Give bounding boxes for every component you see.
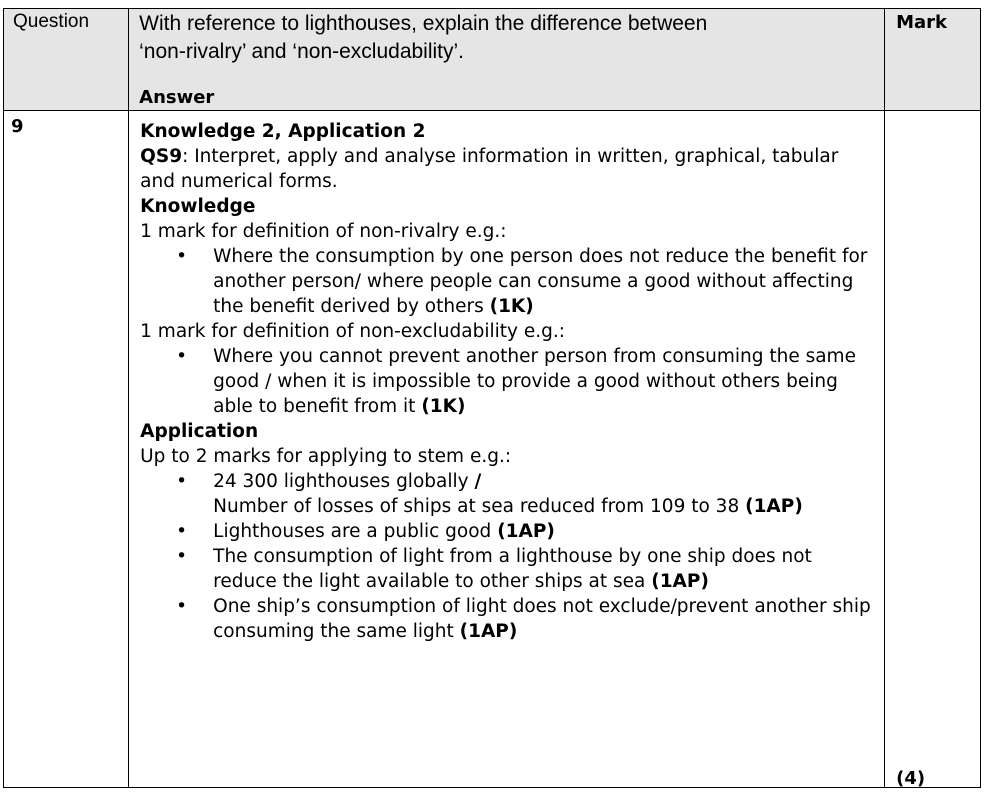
list-item [140, 344, 872, 419]
bullet-text: Number of losses of ships at sea reduced from 109 to 38 [213, 496, 746, 517]
mark-tag: (1AP) [497, 521, 555, 542]
list-item [140, 519, 872, 544]
bullet-text: Where the consumption by one person does not reduce the benefit for another person/ where people can consume a good without affecting the benefit derived by others [213, 246, 868, 317]
answer-cell [129, 111, 885, 788]
list-item [140, 544, 872, 594]
ka-heading: Knowledge 2, Application 2 [140, 121, 426, 142]
stem-line-2: ‘non-rivalry’ and ‘non-excludability’. [139, 40, 465, 63]
mark-tag: (1AP) [651, 571, 709, 592]
bullet-text: Lighthouses are a public good [213, 521, 498, 542]
knowledge-list-1 [140, 244, 872, 319]
bullet-text: Where you cannot prevent another person from consuming the same good / when it is impossible to provide a good without others being able to benefit from it [213, 346, 856, 417]
knowledge-intro-1: 1 mark for definition of non-rivalry e.g.: [140, 221, 507, 242]
stem-line-1: With reference to lighthouses, explain the difference between [139, 12, 708, 35]
mark-tag: (1K) [421, 396, 466, 417]
header-row [4, 9, 981, 111]
knowledge-intro-2: 1 mark for definition of non-excludability e.g.: [140, 321, 565, 342]
mark-header-cell [885, 9, 981, 111]
bullet-text: The consumption of light from a lighthouse by one ship does not reduce the light available to other ships at sea [213, 546, 812, 592]
question-column-label: Question [13, 11, 90, 32]
mark-tag: (1AP) [459, 621, 518, 642]
mark-scheme-table [3, 8, 981, 788]
mark-tag: (1K) [489, 296, 534, 317]
mark-cell [885, 111, 981, 788]
question-number-cell [4, 111, 129, 788]
question-header-cell [4, 9, 129, 111]
bullet-text: One ship’s consumption of light does not exclude/prevent another ship consuming the same light [213, 596, 871, 642]
total-mark: (4) [896, 768, 926, 789]
list-item [140, 244, 872, 319]
list-item [140, 469, 872, 519]
application-list [140, 469, 872, 644]
mark-tag: (1AP) [745, 496, 803, 517]
question-number: 9 [11, 116, 24, 137]
qs-code: QS9 [140, 146, 183, 167]
knowledge-list-2 [140, 344, 872, 419]
stem-header-cell [129, 9, 885, 111]
list-item [140, 594, 872, 644]
bullet-text: 24 300 lighthouses globally [213, 471, 475, 492]
question-stem [129, 9, 884, 109]
qs-statement [140, 144, 872, 194]
knowledge-title: Knowledge [140, 196, 256, 217]
answer-row [4, 111, 981, 788]
answer-content [129, 111, 884, 644]
mark-column-label: Mark [896, 12, 947, 33]
answer-column-label: Answer [139, 87, 215, 108]
qs-text: : Interpret, apply and analyse information in written, graphical, tabular and numerical forms. [140, 146, 839, 192]
application-intro: Up to 2 marks for applying to stem e.g.: [140, 446, 512, 467]
application-title: Application [140, 421, 259, 442]
separator-slash: / [474, 471, 482, 492]
